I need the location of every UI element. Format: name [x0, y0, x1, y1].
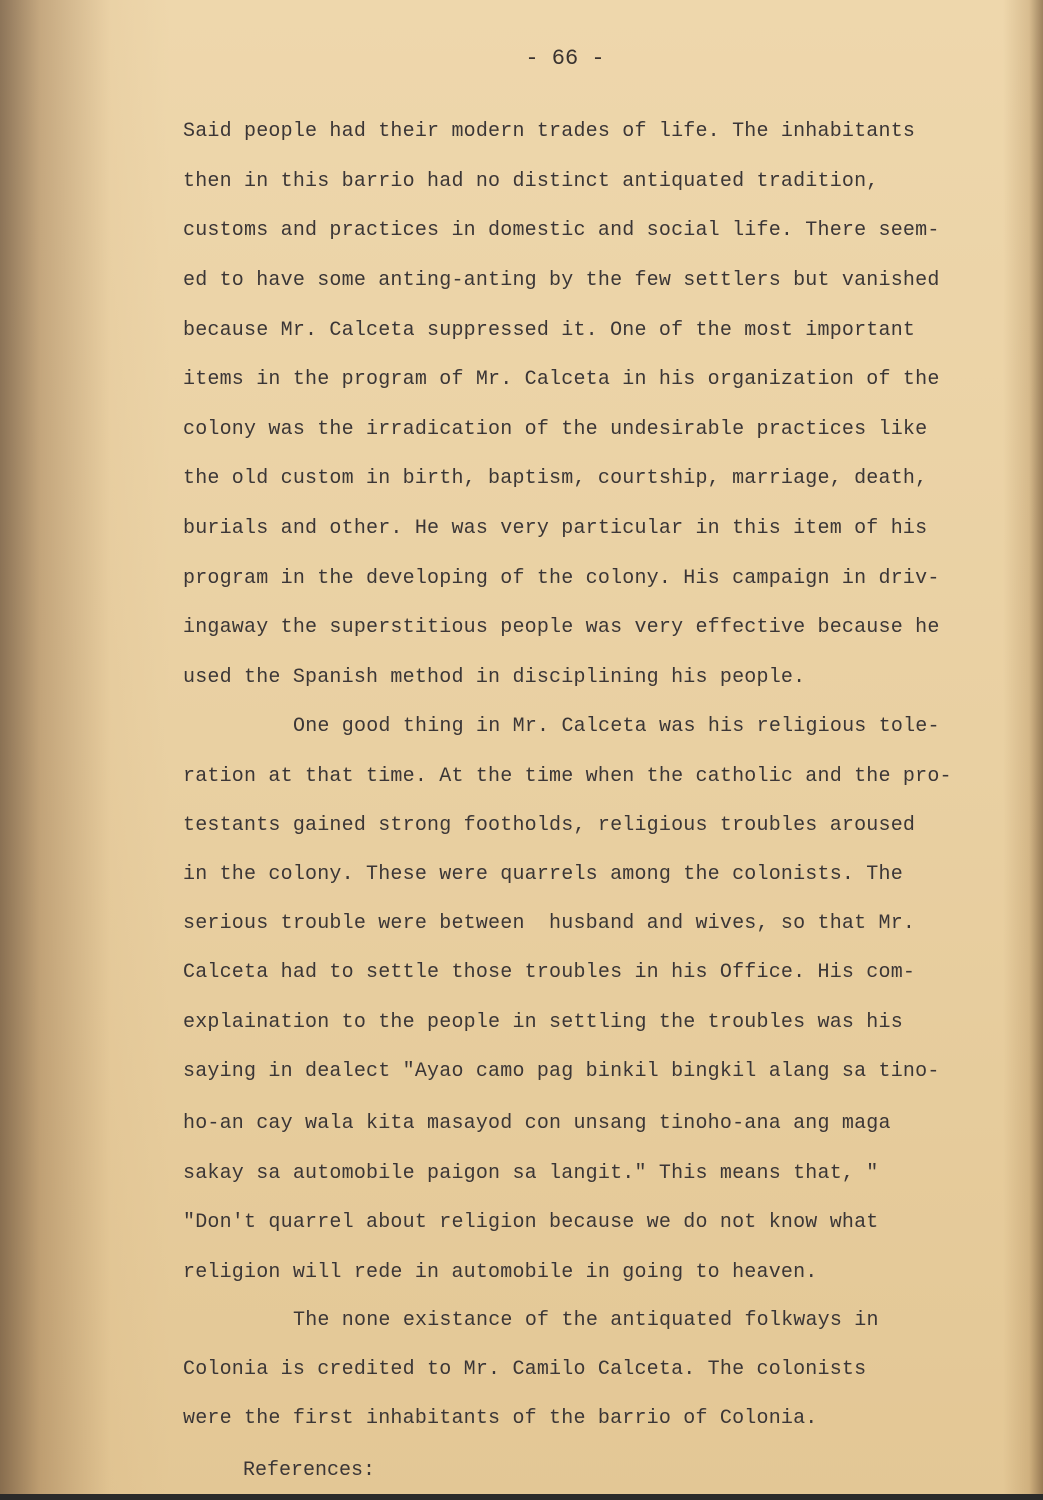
- text-line: ho-an cay wala kita masayod con unsang tinoho-ana ang maga: [183, 1112, 891, 1135]
- text-line: serious trouble were between husband and wives, so that Mr.: [183, 912, 916, 935]
- text-line: items in the program of Mr. Calceta in his organization of the: [183, 368, 940, 391]
- text-line: program in the developing of the colony. His campaign in driv-: [183, 567, 940, 590]
- text-line: ingaway the superstitious people was very effective because he: [183, 616, 940, 639]
- text-line: used the Spanish method in disciplining his people.: [183, 666, 806, 689]
- text-line: Colonia is credited to Mr. Camilo Calceta. The colonists: [183, 1358, 867, 1381]
- text-line: were the first inhabitants of the barrio of Colonia.: [183, 1407, 818, 1430]
- text-line: in the colony. These were quarrels among the colonists. The: [183, 863, 903, 886]
- text-line: customs and practices in domestic and social life. There seem-: [183, 219, 940, 242]
- text-line: testants gained strong footholds, religious troubles aroused: [183, 814, 916, 837]
- text-line: then in this barrio had no distinct antiquated tradition,: [183, 170, 879, 193]
- text-line: One good thing in Mr. Calceta was his religious tole-: [293, 715, 940, 738]
- text-line: explaination to the people in settling the troubles was his: [183, 1011, 903, 1034]
- page-bottom-edge: [0, 1494, 1043, 1500]
- text-line: religion will rede in automobile in going to heaven.: [183, 1261, 818, 1284]
- text-line: because Mr. Calceta suppressed it. One of the most important: [183, 319, 916, 342]
- text-line: The none existance of the antiquated folkways in: [293, 1309, 879, 1332]
- text-line: saying in dealect "Ayao camo pag binkil bingkil alang sa tino-: [183, 1060, 940, 1083]
- text-line: the old custom in birth, baptism, courtship, marriage, death,: [183, 467, 928, 490]
- text-line: Calceta had to settle those troubles in his Office. His com-: [183, 961, 916, 984]
- references-label: References:: [243, 1459, 376, 1482]
- text-line: colony was the irradication of the undesirable practices like: [183, 418, 928, 441]
- text-line: ed to have some anting-anting by the few settlers but vanished: [183, 269, 940, 292]
- page-number: - 66 -: [525, 46, 605, 71]
- text-line: Said people had their modern trades of life. The inhabitants: [183, 120, 916, 143]
- text-line: sakay sa automobile paigon sa langit." This means that, ": [183, 1162, 879, 1185]
- text-line: burials and other. He was very particular in this item of his: [183, 517, 928, 540]
- text-line: ration at that time. At the time when the catholic and the pro-: [183, 765, 952, 788]
- text-line: "Don't quarrel about religion because we do not know what: [183, 1211, 879, 1234]
